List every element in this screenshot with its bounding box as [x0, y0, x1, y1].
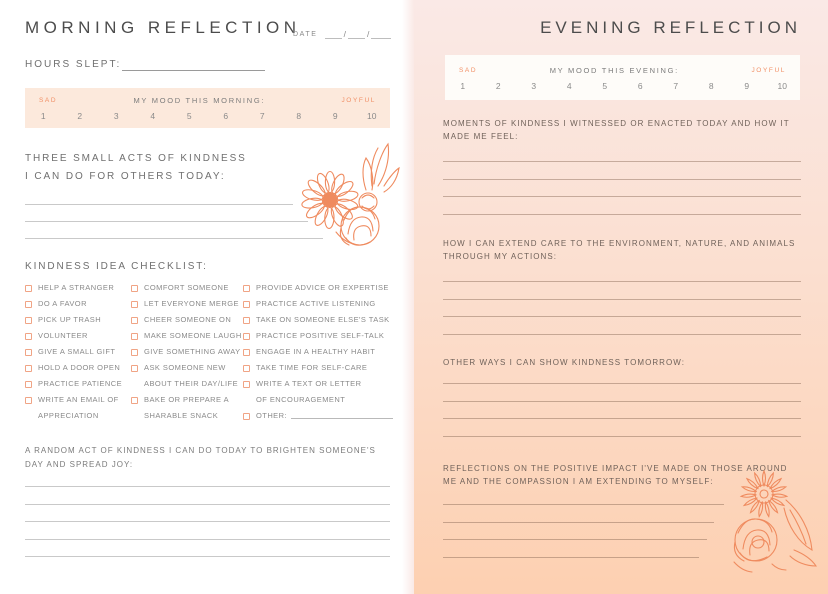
- checklist-item-label: ABOUT THEIR DAY/LIFE: [144, 379, 239, 388]
- checklist-row: [131, 315, 243, 331]
- date-month-line[interactable]: [348, 29, 365, 39]
- checkbox-icon[interactable]: [243, 333, 250, 340]
- checklist-item-label: PRACTICE PATIENCE: [38, 379, 123, 388]
- checklist-row: [25, 379, 131, 395]
- checkbox-icon[interactable]: [131, 317, 138, 324]
- mood-low-label: SAD: [39, 97, 58, 104]
- checklist-row: [25, 283, 131, 299]
- mood-scale-number[interactable]: 4: [150, 111, 156, 121]
- checklist-item-label: OTHER:: [256, 411, 288, 420]
- checklist-row: [131, 379, 243, 395]
- heading-line: HOW I CAN EXTEND CARE TO THE ENVIRONMENT, NATURE, AND ANIMALS: [443, 239, 796, 248]
- checklist-item-label: DO A FAVOR: [38, 299, 87, 308]
- random-act-heading: [25, 444, 376, 472]
- checklist-item-label: CHEER SOMEONE ON: [144, 315, 232, 324]
- mood-scale-number[interactable]: 1: [460, 81, 466, 91]
- checklist-row: [131, 331, 243, 347]
- mood-scale-number[interactable]: 2: [495, 81, 501, 91]
- mood-high-label: JOYFUL: [341, 97, 376, 104]
- writing-line[interactable]: [443, 300, 801, 318]
- writing-line[interactable]: [443, 367, 801, 385]
- checklist-item-label: HOLD A DOOR OPEN: [38, 363, 121, 372]
- checklist-column: [243, 283, 393, 427]
- heading-line: THROUGH MY ACTIONS:: [443, 252, 558, 261]
- checklist-item-label: COMFORT SOMEONE: [144, 283, 229, 292]
- writing-line[interactable]: [443, 488, 724, 506]
- heading-line: ME AND THE COMPASSION I AM EXTENDING TO MYSELF:: [443, 477, 714, 486]
- mood-high-label: JOYFUL: [751, 67, 786, 74]
- checkbox-icon[interactable]: [25, 365, 32, 372]
- heading-line: MADE ME FEEL:: [443, 132, 519, 141]
- checkbox-icon[interactable]: [243, 285, 250, 292]
- writing-line[interactable]: [25, 540, 390, 557]
- checklist-row: [25, 411, 131, 427]
- three-acts-lines: [25, 188, 323, 239]
- heading-line: THREE SMALL ACTS OF KINDNESS: [25, 153, 247, 164]
- checklist-row: [25, 395, 131, 411]
- date-separator: /: [343, 29, 346, 39]
- hours-slept-line[interactable]: [122, 62, 265, 71]
- writing-line[interactable]: [443, 505, 714, 523]
- writing-line[interactable]: [443, 384, 801, 402]
- mood-low-label: SAD: [459, 67, 478, 74]
- mood-scale-number[interactable]: 8: [708, 81, 714, 91]
- writing-line[interactable]: [25, 470, 390, 487]
- mood-tracker-title: MY MOOD THIS MORNING:: [133, 96, 266, 105]
- writing-line[interactable]: [25, 222, 323, 239]
- mood-scale-number[interactable]: 5: [186, 111, 192, 121]
- checklist-row: [243, 331, 393, 347]
- heading-line: MOMENTS OF KINDNESS I WITNESSED OR ENACTED TODAY AND HOW IT: [443, 119, 790, 128]
- checkbox-icon[interactable]: [243, 317, 250, 324]
- checklist-row: [243, 299, 393, 315]
- extend-care-lines: [443, 265, 801, 335]
- mood-scale-number[interactable]: 5: [602, 81, 608, 91]
- checklist-row: [25, 331, 131, 347]
- mood-scale-number[interactable]: 3: [113, 111, 119, 121]
- writing-line[interactable]: [443, 180, 801, 198]
- checkbox-icon[interactable]: [25, 381, 32, 388]
- mood-scale-number[interactable]: 1: [40, 111, 46, 121]
- random-act-lines: [25, 470, 390, 557]
- checkbox-icon[interactable]: [25, 397, 32, 404]
- mood-scale-number[interactable]: 4: [566, 81, 572, 91]
- flower-bouquet-icon: [720, 466, 820, 578]
- heading-line: REFLECTIONS ON THE POSITIVE IMPACT I'VE MADE ON THOSE AROUND: [443, 464, 788, 473]
- mood-tracker-title: MY MOOD THIS EVENING:: [549, 66, 679, 75]
- mood-scale: [445, 81, 800, 91]
- writing-line[interactable]: [25, 505, 390, 522]
- mood-scale-number[interactable]: 6: [637, 81, 643, 91]
- date-label: DATE: [293, 31, 318, 38]
- checklist-item-label: PRACTICE POSITIVE SELF-TALK: [256, 331, 385, 340]
- checkbox-icon[interactable]: [131, 349, 138, 356]
- evening-mood-tracker: [445, 55, 800, 100]
- heading-line: I CAN DO FOR OTHERS TODAY:: [25, 170, 226, 182]
- checklist-row: [25, 299, 131, 315]
- mood-scale-number[interactable]: 6: [223, 111, 229, 121]
- checklist-row: [243, 283, 393, 299]
- checkbox-icon[interactable]: [131, 333, 138, 340]
- writing-line[interactable]: [25, 205, 308, 222]
- writing-line[interactable]: [443, 540, 699, 558]
- checkbox-icon[interactable]: [243, 381, 250, 388]
- mood-scale-number[interactable]: 9: [744, 81, 750, 91]
- checklist-item-label: SHARABLE SNACK: [144, 411, 219, 420]
- checkbox-icon[interactable]: [243, 349, 250, 356]
- checklist-row: [243, 347, 393, 363]
- page-title: MORNING REFLECTION: [25, 18, 301, 37]
- checkbox-icon[interactable]: [131, 285, 138, 292]
- checklist-row: [131, 299, 243, 315]
- checkbox-icon[interactable]: [25, 285, 32, 292]
- checklist-item-label: ENGAGE IN A HEALTHY HABIT: [256, 347, 376, 356]
- mood-scale-number[interactable]: 9: [332, 111, 338, 121]
- checklist-item-label: GIVE SOMETHING AWAY: [144, 347, 241, 356]
- checklist-item-label: LET EVERYONE MERGE: [144, 299, 239, 308]
- checklist-row: [243, 315, 393, 331]
- checklist-row: [131, 283, 243, 299]
- checklist-row: [243, 411, 393, 427]
- hours-slept-label: HOURS SLEPT:: [25, 59, 122, 70]
- checklist-item-label: GIVE A SMALL GIFT: [38, 347, 116, 356]
- checkbox-icon[interactable]: [243, 301, 250, 308]
- checkbox-icon[interactable]: [243, 365, 250, 372]
- checklist-item-label: ASK SOMEONE NEW: [144, 363, 226, 372]
- checklist-row: [243, 363, 393, 379]
- checklist-row: [131, 411, 243, 427]
- moments-of-kindness-heading: [443, 117, 790, 143]
- writing-line[interactable]: [443, 197, 801, 215]
- checkbox-icon[interactable]: [25, 349, 32, 356]
- checkbox-icon[interactable]: [25, 317, 32, 324]
- mood-scale: [25, 111, 390, 121]
- writing-line[interactable]: [443, 162, 801, 180]
- checklist-item-label: TAKE TIME FOR SELF-CARE: [256, 363, 368, 372]
- checklist-row: [243, 379, 393, 395]
- writing-line[interactable]: [443, 282, 801, 300]
- three-acts-heading: [25, 150, 247, 185]
- moments-of-kindness-lines: [443, 145, 801, 215]
- checklist-row: [131, 347, 243, 363]
- mood-scale-number[interactable]: 10: [777, 81, 787, 91]
- checkbox-icon[interactable]: [131, 301, 138, 308]
- checklist-item-label: VOLUNTEER: [38, 331, 88, 340]
- mood-scale-number[interactable]: 7: [259, 111, 265, 121]
- checklist-item-label: PRACTICE ACTIVE LISTENING: [256, 299, 376, 308]
- date-field: [293, 29, 391, 39]
- mood-scale-number[interactable]: 3: [531, 81, 537, 91]
- heading-line: KINDNESS IDEA CHECKLIST:: [25, 261, 208, 272]
- date-year-line[interactable]: [371, 29, 391, 39]
- checkbox-icon[interactable]: [131, 397, 138, 404]
- checkbox-icon[interactable]: [243, 413, 250, 420]
- heading-line: A RANDOM ACT OF KINDNESS I CAN DO TODAY TO BRIGHTEN SOMEONE'S: [25, 446, 376, 455]
- date-day-line[interactable]: [325, 29, 342, 39]
- checklist-column: [131, 283, 243, 427]
- checklist-row: [131, 363, 243, 379]
- writing-line[interactable]: [443, 265, 801, 283]
- writing-line[interactable]: [443, 145, 801, 163]
- morning-mood-tracker: [25, 88, 390, 128]
- writing-line[interactable]: [443, 523, 707, 541]
- heading-line: DAY AND SPREAD JOY:: [25, 460, 134, 469]
- heading-line: OTHER WAYS I CAN SHOW KINDNESS TOMORROW:: [443, 358, 686, 367]
- checklist-item-label: WRITE A TEXT OR LETTER: [256, 379, 362, 388]
- writing-line[interactable]: [25, 522, 390, 539]
- date-separator: /: [366, 29, 370, 39]
- other-writing-line[interactable]: [291, 411, 393, 419]
- checklist-item-label: PICK UP TRASH: [38, 315, 102, 324]
- checklist-column: [25, 283, 131, 427]
- writing-line[interactable]: [25, 487, 390, 504]
- checkbox-icon[interactable]: [25, 301, 32, 308]
- checklist-item-label: PROVIDE ADVICE OR EXPERTISE: [256, 283, 389, 292]
- checklist-item-label: APPRECIATION: [38, 411, 99, 420]
- mood-tracker-labels: [25, 96, 390, 105]
- checklist-row: [131, 395, 243, 411]
- checklist-item-label: HELP A STRANGER: [38, 283, 115, 292]
- kindness-tomorrow-lines: [443, 367, 801, 437]
- writing-line[interactable]: [25, 188, 293, 205]
- mood-scale-number[interactable]: 10: [367, 111, 377, 121]
- checklist-row: [25, 363, 131, 379]
- checklist-row: [25, 347, 131, 363]
- flower-bouquet-icon: [296, 140, 400, 248]
- checkbox-icon[interactable]: [25, 333, 32, 340]
- writing-line[interactable]: [443, 402, 801, 420]
- mood-scale-number[interactable]: 8: [296, 111, 302, 121]
- checklist-heading: [25, 258, 208, 276]
- writing-line[interactable]: [443, 317, 801, 335]
- checklist-item-label: WRITE AN EMAIL OF: [38, 395, 119, 404]
- checklist-item-label: TAKE ON SOMEONE ELSE'S TASK: [256, 315, 390, 324]
- checklist-item-label: OF ENCOURAGEMENT: [256, 395, 346, 404]
- checklist-item-label: BAKE OR PREPARE A: [144, 395, 230, 404]
- writing-line[interactable]: [443, 419, 801, 437]
- mood-scale-number[interactable]: 2: [77, 111, 83, 121]
- mood-tracker-labels: [445, 66, 800, 75]
- mood-scale-number[interactable]: 7: [673, 81, 679, 91]
- checkbox-icon[interactable]: [131, 365, 138, 372]
- page-title: EVENING REFLECTION: [540, 18, 801, 37]
- checklist-row: [243, 395, 393, 411]
- extend-care-heading: [443, 237, 795, 263]
- checklist-row: [25, 315, 131, 331]
- checklist-item-label: MAKE SOMEONE LAUGH: [144, 331, 242, 340]
